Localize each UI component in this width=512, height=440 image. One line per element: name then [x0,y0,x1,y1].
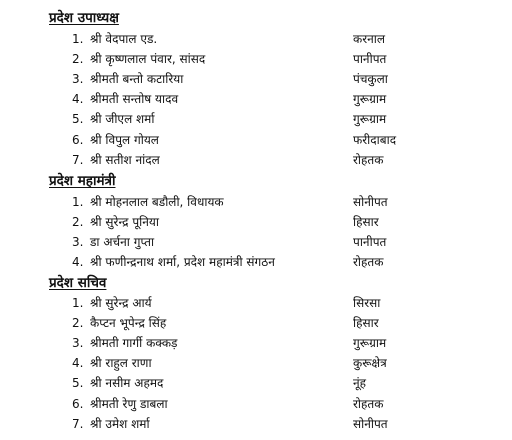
list-item-city: सोनीपत [353,417,388,431]
list-item [0,314,512,333]
list-item [0,110,512,129]
list-item-name: श्री सुरेन्द्र आर्य [90,296,152,310]
list-item [0,294,512,313]
list-item-city: कुरूक्षेत्र [353,356,387,370]
list-item-number: 2. [72,215,84,229]
list-item-name: श्री विपुल गोयल [90,133,159,147]
list-item-city: रोहतक [353,397,384,411]
list-item-name: श्रीमती सन्तोष यादव [90,92,179,106]
list-item-name: श्री सुरेन्द्र पूनिया [90,215,159,229]
list-item-name: श्री वेदपाल एड. [90,32,158,46]
list-item-name: श्रीमती रेणु डाबला [90,397,168,411]
list-item-name: श्री सतीश नांदल [90,153,160,167]
list-item-city: गुरूग्राम [353,92,387,106]
list-item [0,90,512,109]
section-heading-secretaries: प्रदेश सचिव [49,275,107,291]
list-item-city: सिरसा [353,296,381,310]
list-item-number: 2. [72,316,84,330]
list-item-city: पानीपत [353,235,387,249]
list-item-number: 4. [72,255,84,269]
list-item-number: 7. [72,153,84,167]
list-item-city: नूंह [353,376,367,390]
list-item [0,395,512,414]
list-item-number: 6. [72,133,84,147]
list-item-name: श्री नसीम अहमद [90,376,164,390]
list-item-name: श्रीमती गार्गी कक्कड़ [90,336,178,350]
list-item-number: 6. [72,397,84,411]
list-item [0,193,512,212]
list-item-number: 5. [72,376,84,390]
list-item [0,415,512,434]
list-item-city: हिसार [353,215,379,229]
list-item [0,131,512,150]
list-item-name: श्रीमती बन्तो कटारिया [90,72,184,86]
list-item-number: 3. [72,235,84,249]
list-item-name: डा अर्चना गुप्ता [90,235,155,249]
list-item-number: 2. [72,52,84,66]
list-item [0,213,512,232]
list-item-city: गुरूग्राम [353,336,387,350]
list-item [0,50,512,69]
list-item-city: फरीदाबाद [353,133,397,147]
list-item-name: श्री मोहनलाल बडौली, विधायक [90,195,224,209]
list-item [0,233,512,252]
list-item-city: पानीपत [353,52,387,66]
list-item-number: 1. [72,195,84,209]
list-item-number: 7. [72,417,84,431]
list-item [0,30,512,49]
list-item-city: पंचकुला [353,72,388,86]
list-item-number: 3. [72,336,84,350]
list-item-number: 1. [72,296,84,310]
list-item-city: करनाल [353,32,386,46]
section-heading-general-secretaries: प्रदेश महामंत्री [49,173,116,189]
list-item-number: 4. [72,92,84,106]
list-item-number: 5. [72,112,84,126]
list-item [0,334,512,353]
list-item-city: गुरूग्राम [353,112,387,126]
list-item-city: रोहतक [353,255,384,269]
list-item [0,70,512,89]
list-item-city: हिसार [353,316,379,330]
list-item [0,374,512,393]
list-item-name: कैप्टन भूपेन्द्र सिंह [90,316,167,330]
list-item-name: श्री जीएल शर्मा [90,112,155,126]
list-item-name: श्री कृष्णलाल पंवार, सांसद [90,52,206,66]
list-item-name: श्री उमेश शर्मा [90,417,150,431]
list-item-number: 3. [72,72,84,86]
list-item-name: श्री राहुल राणा [90,356,152,370]
list-item-number: 1. [72,32,84,46]
list-item [0,253,512,272]
list-item-name: श्री फणीन्द्रनाथ शर्मा, प्रदेश महामंत्री संगठन [90,255,275,269]
list-item-city: सोनीपत [353,195,388,209]
list-item [0,354,512,373]
list-item-city: रोहतक [353,153,384,167]
list-item [0,151,512,170]
list-item-number: 4. [72,356,84,370]
section-heading-vice-presidents: प्रदेश उपाध्यक्ष [49,10,119,26]
